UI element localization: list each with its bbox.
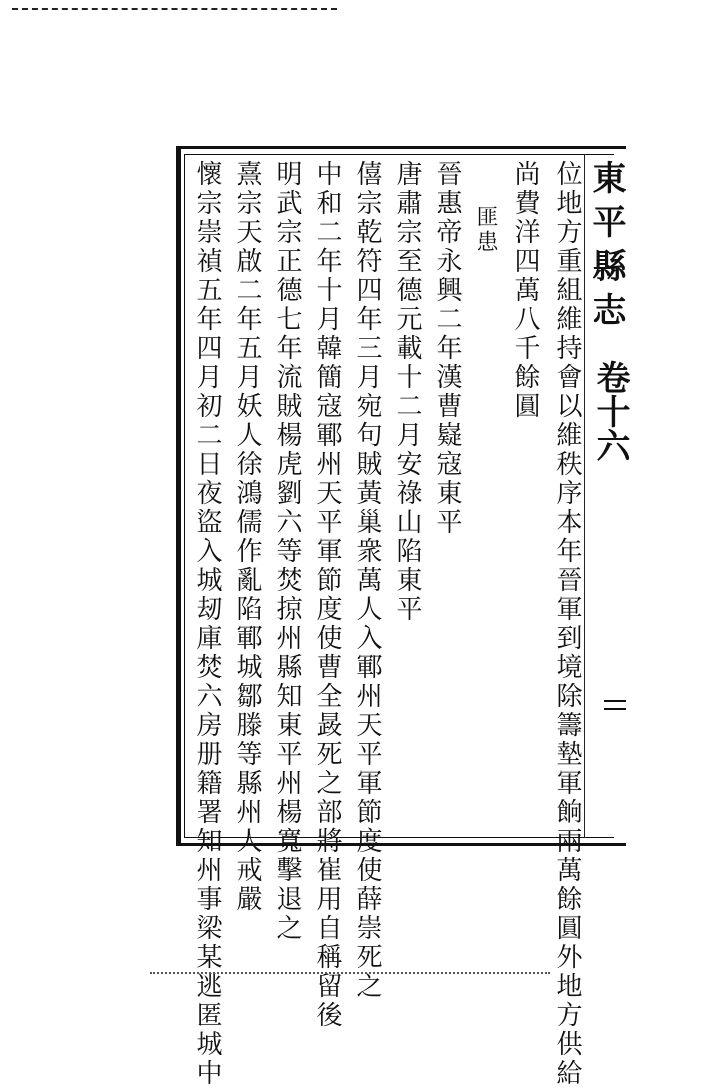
text-column-9: 熹宗天啟二年五月妖人徐鴻儒作亂陷鄆城鄒滕等縣州人戒嚴 (232, 160, 262, 914)
section-heading: 匪患 (473, 205, 498, 255)
book-title: 東平縣志 (586, 160, 626, 336)
volume-label: 卷十六 (590, 360, 630, 462)
text-column-1: 位地方重組維持會以維秩序本年晉軍到境除籌墊軍餉兩萬餘圓外地方供給 (552, 160, 582, 1088)
text-column-4: 晉惠帝永興二年漢曹嶷寇東平 (432, 160, 462, 537)
text-column-10: 懷宗崇禎五年四月初二日夜盜入城刼庫焚六房册籍署知州事梁某逃匿城中 (192, 160, 222, 1088)
top-scan-dash-line (12, 8, 337, 10)
text-column-6: 僖宗乾符四年三月宛句賊黃巢衆萬人入鄆州天平軍節度使薛崇死之 (352, 160, 382, 1001)
edge-fold-mark (604, 700, 626, 710)
text-column-7: 中和二年十月韓簡寇鄆州天平軍節度使曹全晸死之部將崔用自稱留後 (312, 160, 342, 1030)
text-column-5: 唐肅宗至德元載十二月安祿山陷東平 (392, 160, 422, 624)
bottom-scan-dot-line (150, 972, 550, 974)
text-column-8: 明武宗正德七年流賊楊虎劉六等焚掠州縣知東平州楊寬擊退之 (272, 160, 302, 943)
column-rule (584, 154, 585, 838)
text-column-2: 尚費洋四萬八千餘圓 (510, 160, 540, 421)
